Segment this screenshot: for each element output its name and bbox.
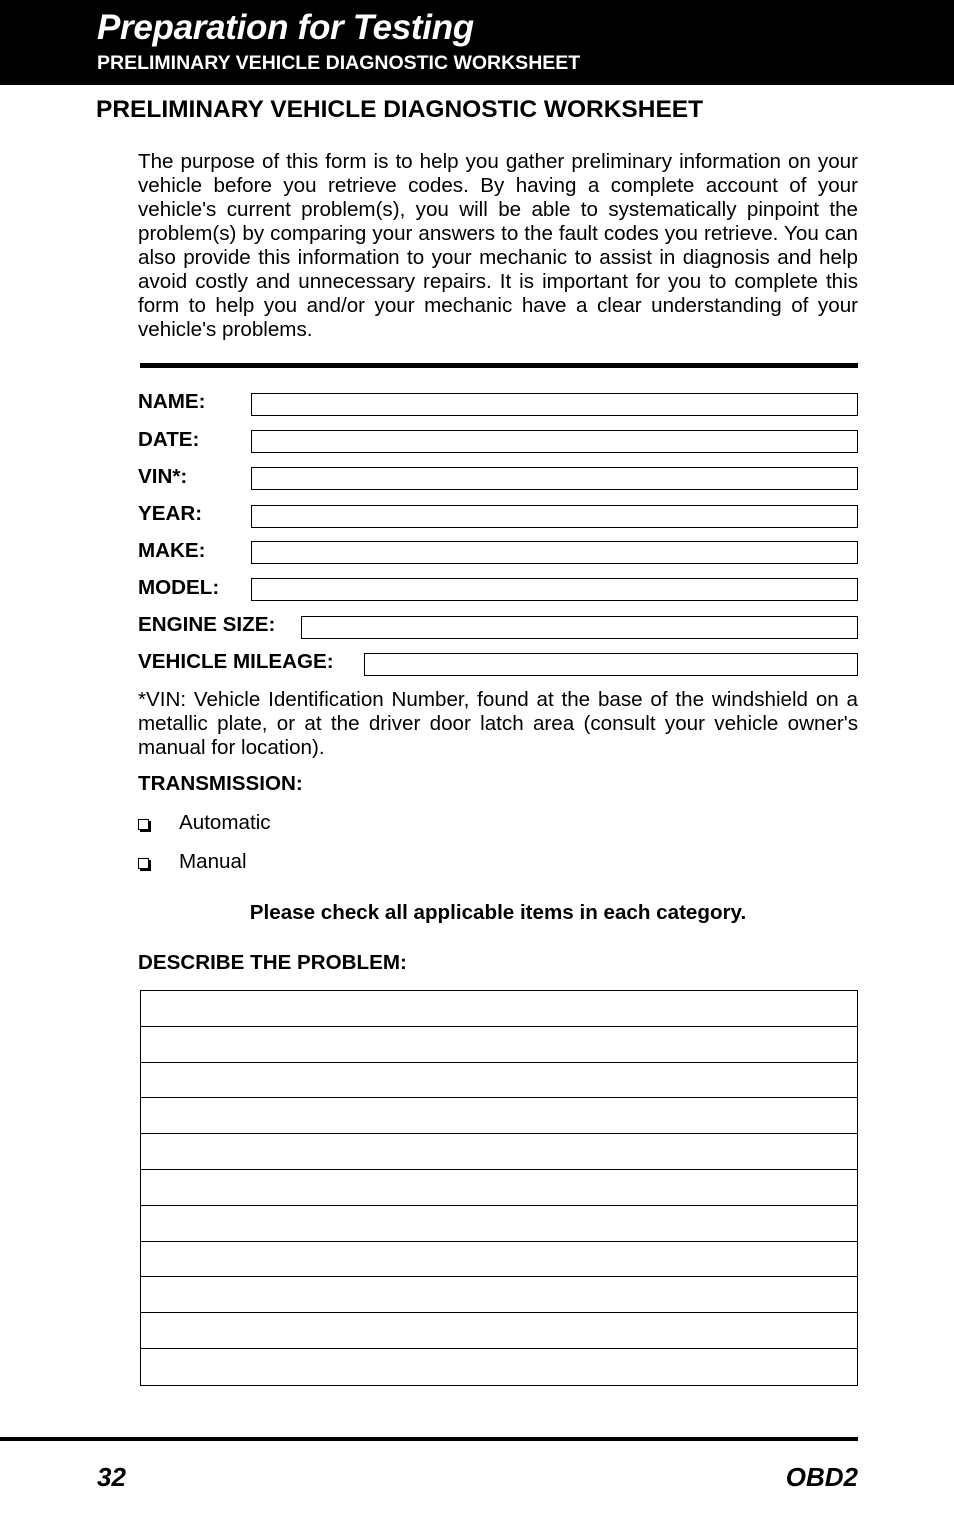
model-field[interactable]	[251, 578, 858, 601]
problem-line[interactable]	[141, 1242, 857, 1278]
vin-label: VIN*:	[138, 465, 188, 488]
manual-checkbox[interactable]	[138, 858, 149, 869]
problem-description-box	[140, 990, 858, 1386]
manual-option-label: Manual	[179, 850, 247, 873]
chapter-subtitle: PRELIMINARY VEHICLE DIAGNOSTIC WORKSHEET	[97, 52, 581, 74]
name-field[interactable]	[251, 393, 858, 416]
engine-size-field[interactable]	[301, 616, 858, 639]
problem-line[interactable]	[141, 1206, 857, 1242]
problem-line[interactable]	[141, 1277, 857, 1313]
automatic-checkbox[interactable]	[138, 819, 149, 830]
problem-line[interactable]	[141, 1349, 857, 1385]
problem-line[interactable]	[141, 1313, 857, 1349]
model-label: MODEL:	[138, 576, 220, 599]
year-field[interactable]	[251, 505, 858, 528]
make-field[interactable]	[251, 541, 858, 564]
divider	[140, 363, 858, 368]
problem-line[interactable]	[141, 1170, 857, 1206]
vin-field[interactable]	[251, 467, 858, 490]
page-header	[0, 0, 954, 85]
footer-divider	[0, 1437, 858, 1441]
engine-size-label: ENGINE SIZE:	[138, 613, 276, 636]
instruction-text: Please check all applicable items in each category.	[249, 901, 747, 924]
year-label: YEAR:	[138, 502, 203, 525]
problem-line[interactable]	[141, 1063, 857, 1099]
make-label: MAKE:	[138, 539, 206, 562]
intro-paragraph: The purpose of this form is to help you gather preliminary information on your vehicle before you retrieve codes. By having a complete account of your vehicle's current problem(s), you will be able to systematically pinpoint the problem(s) by comparing your answers to the fault codes you retrieve. You can also provide this information to your mechanic to assist in diagnosis and help avoid costly and unnecessary repairs. It is important for you to complete this form to help you and/or your mechanic have a clear understanding of your vehicle's problems.	[138, 150, 858, 341]
problem-line[interactable]	[141, 991, 857, 1027]
problem-line[interactable]	[141, 1098, 857, 1134]
date-label: DATE:	[138, 428, 200, 451]
describe-problem-label: DESCRIBE THE PROBLEM:	[138, 951, 407, 974]
product-name: OBD2	[785, 1462, 858, 1492]
date-field[interactable]	[251, 430, 858, 453]
vin-note: *VIN: Vehicle Identification Number, found at the base of the windshield on a metallic plate, or at the driver door latch area (consult your vehicle owner's manual for location).	[138, 688, 858, 759]
vehicle-mileage-field[interactable]	[364, 653, 858, 676]
transmission-label: TRANSMISSION:	[138, 772, 303, 795]
problem-line[interactable]	[141, 1134, 857, 1170]
page-number: 32	[97, 1462, 126, 1492]
automatic-option-label: Automatic	[179, 811, 271, 834]
problem-line[interactable]	[141, 1027, 857, 1063]
chapter-title: Preparation for Testing	[97, 8, 474, 47]
name-label: NAME:	[138, 390, 206, 413]
vehicle-mileage-label: VEHICLE MILEAGE:	[138, 650, 334, 673]
section-title: PRELIMINARY VEHICLE DIAGNOSTIC WORKSHEET	[96, 96, 704, 123]
